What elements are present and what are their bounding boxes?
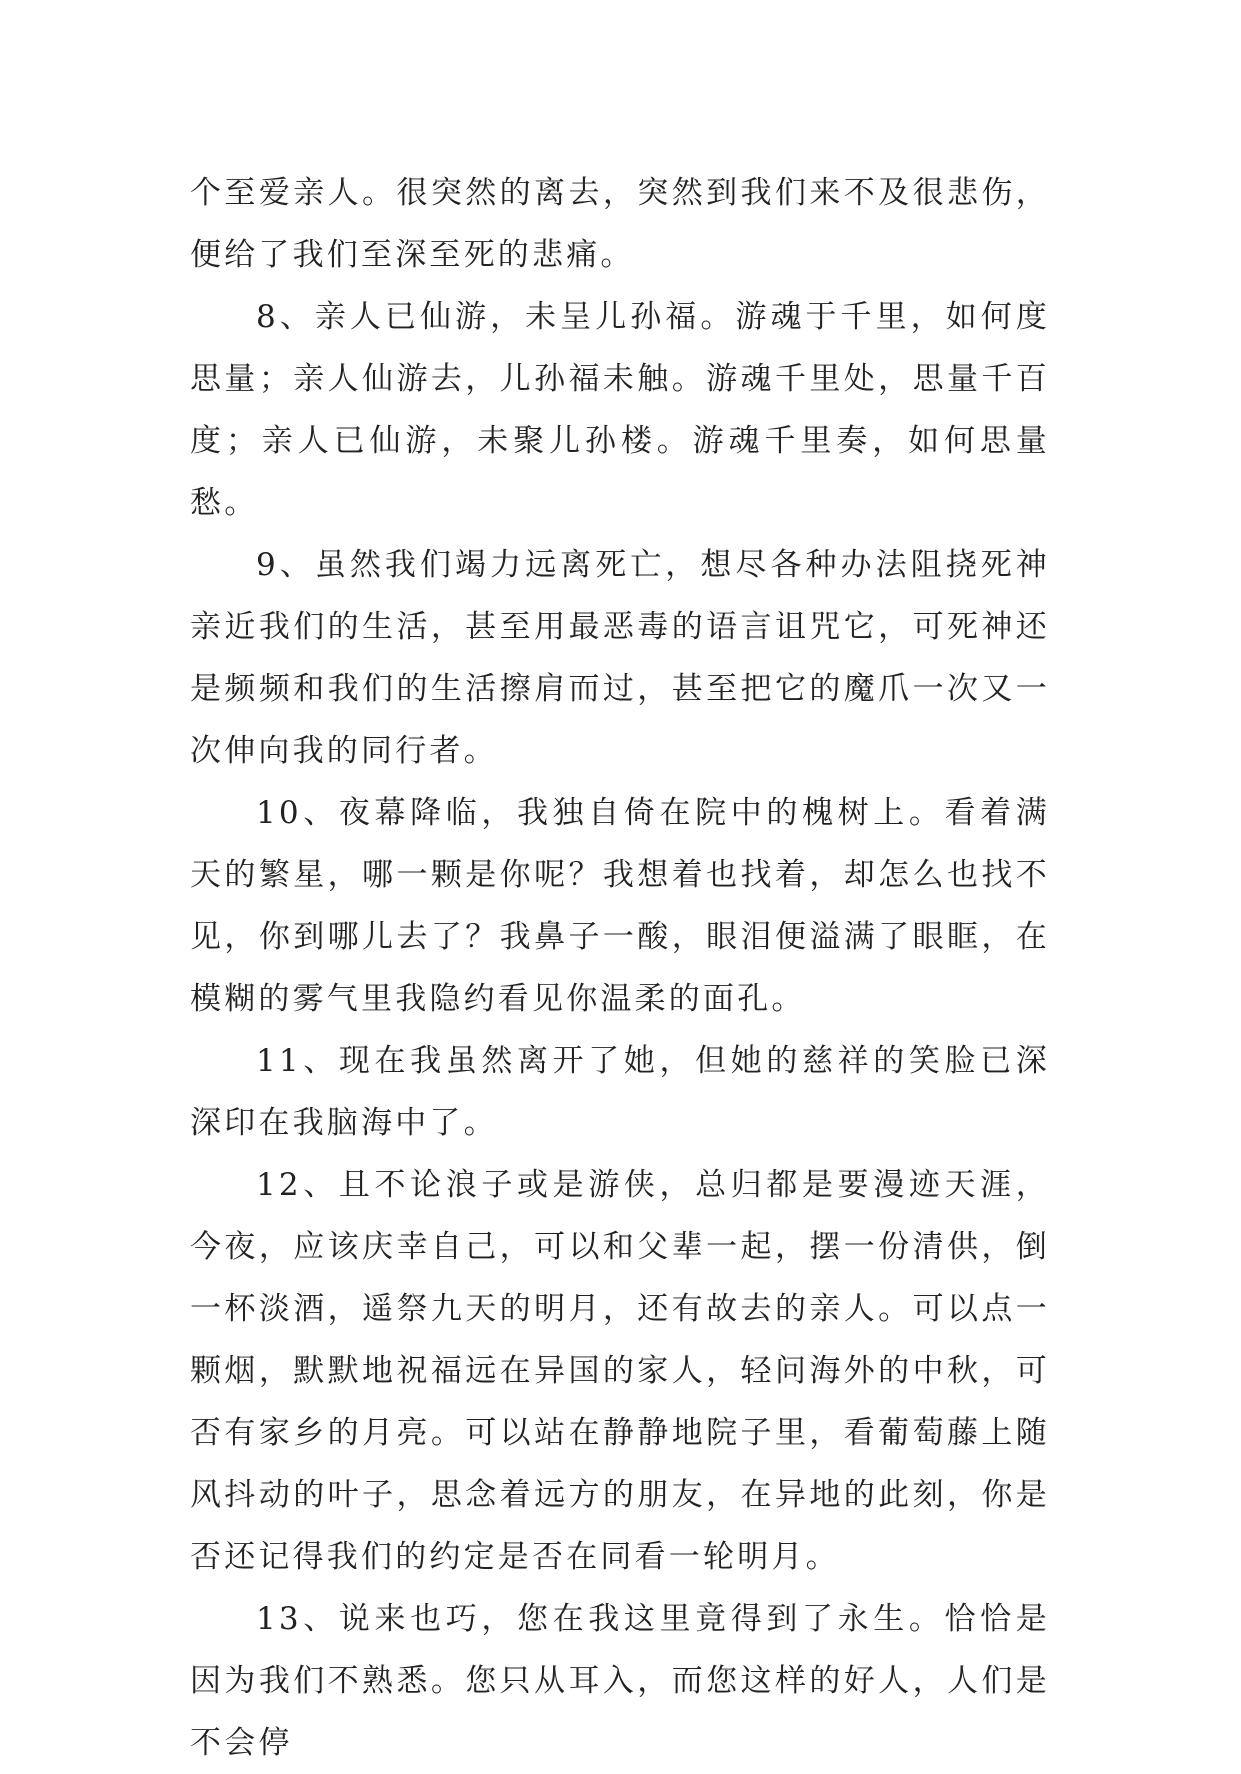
document-body: [190, 162, 1050, 1774]
paragraph: 9、虽然我们竭力远离死亡，想尽各种办法阻挠死神亲近我们的生活，甚至用最恶毒的语言诅咒它，可死神还是频频和我们的生活擦肩而过，甚至把它的魔爪一次又一次伸向我的同行者。: [190, 547, 1050, 769]
paragraph: 12、且不论浪子或是游侠，总归都是要漫迹天涯，今夜，应该庆幸自己，可以和父辈一起，摆一份清供，倒一杯淡酒，遥祭九天的明月，还有故去的亲人。可以点一颗烟，默默地祝福远在异国的家人，轻问海外的中秋，可否有家乡的月亮。可以站在静静地院子里，看葡萄藤上随风抖动的叶子，思念着远方的朋友，在异地的此刻，你是否还记得我们的约定是否在同看一轮明月。: [190, 1167, 1050, 1575]
paragraph: 10、夜幕降临，我独自倚在院中的槐树上。看着满天的繁星，哪一颗是你呢？我想着也找着，却怎么也找不见，你到哪儿去了？我鼻子一酸，眼泪便溢满了眼眶，在模糊的雾气里我隐约看见你温柔的面孔。: [190, 795, 1050, 1017]
paragraph: 11、现在我虽然离开了她，但她的慈祥的笑脸已深深印在我脑海中了。: [190, 1043, 1050, 1141]
paragraph: 个至爱亲人。很突然的离去，突然到我们来不及很悲伤，便给了我们至深至死的悲痛。: [190, 175, 1050, 273]
paragraph: 13、说来也巧，您在我这里竟得到了永生。恰恰是因为我们不熟悉。您只从耳入，而您这样的好人，人们是不会停: [190, 1601, 1050, 1761]
paragraph: 8、亲人已仙游，未呈儿孙福。游魂于千里，如何度思量；亲人仙游去，儿孙福未触。游魂千里处，思量千百度；亲人已仙游，未聚儿孙楼。游魂千里奏，如何思量愁。: [190, 299, 1050, 521]
